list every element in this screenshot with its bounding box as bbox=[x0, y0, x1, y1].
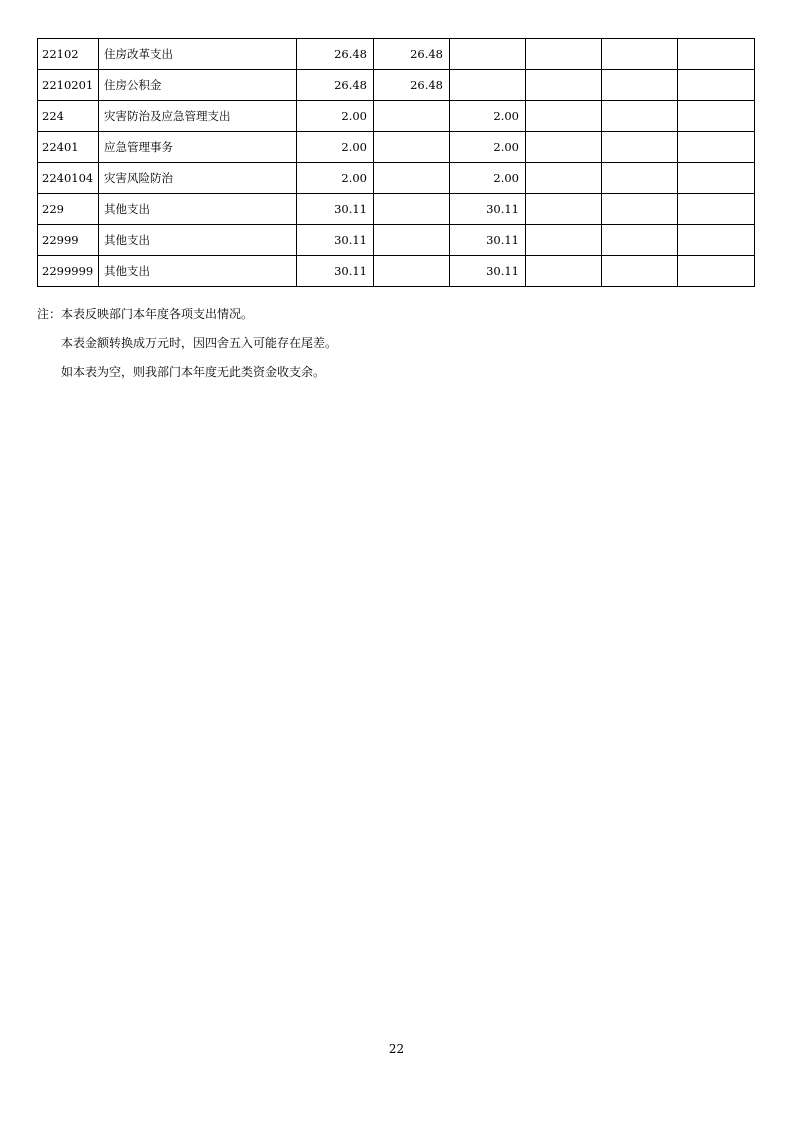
cell-col-4 bbox=[526, 39, 602, 70]
cell-col-5 bbox=[602, 70, 678, 101]
table-row bbox=[38, 163, 755, 194]
table-row bbox=[38, 132, 755, 163]
cell-project-expenditure: 30.11 bbox=[450, 194, 526, 225]
cell-project-expenditure: 2.00 bbox=[450, 163, 526, 194]
cell-total: 30.11 bbox=[297, 225, 374, 256]
cell-total: 2.00 bbox=[297, 101, 374, 132]
cell-col-5 bbox=[602, 194, 678, 225]
cell-col-4 bbox=[526, 194, 602, 225]
table-row bbox=[38, 101, 755, 132]
cell-col-4 bbox=[526, 70, 602, 101]
cell-col-6 bbox=[678, 101, 755, 132]
cell-project-expenditure: 2.00 bbox=[450, 132, 526, 163]
cell-col-6 bbox=[678, 132, 755, 163]
cell-total: 26.48 bbox=[297, 70, 374, 101]
table-row bbox=[38, 39, 755, 70]
cell-subject-name: 住房公积金 bbox=[99, 70, 297, 101]
cell-col-6 bbox=[678, 256, 755, 287]
cell-col-5 bbox=[602, 101, 678, 132]
cell-col-5 bbox=[602, 132, 678, 163]
cell-project-expenditure: 30.11 bbox=[450, 256, 526, 287]
cell-subject-code: 22102 bbox=[38, 39, 99, 70]
cell-subject-code: 22401 bbox=[38, 132, 99, 163]
cell-basic-expenditure: 26.48 bbox=[374, 70, 450, 101]
cell-col-6 bbox=[678, 225, 755, 256]
table-row bbox=[38, 194, 755, 225]
cell-project-expenditure bbox=[450, 70, 526, 101]
cell-basic-expenditure bbox=[374, 101, 450, 132]
cell-project-expenditure bbox=[450, 39, 526, 70]
cell-basic-expenditure bbox=[374, 163, 450, 194]
note-line-3: 如本表为空，则我部门本年度无此类资金收支余。 bbox=[61, 365, 326, 379]
cell-col-4 bbox=[526, 225, 602, 256]
cell-col-6 bbox=[678, 194, 755, 225]
cell-subject-code: 22999 bbox=[38, 225, 99, 256]
cell-col-5 bbox=[602, 163, 678, 194]
cell-subject-name: 住房改革支出 bbox=[99, 39, 297, 70]
cell-col-5 bbox=[602, 256, 678, 287]
cell-basic-expenditure bbox=[374, 132, 450, 163]
cell-subject-name: 其他支出 bbox=[99, 256, 297, 287]
cell-col-6 bbox=[678, 163, 755, 194]
cell-project-expenditure: 2.00 bbox=[450, 101, 526, 132]
table-row bbox=[38, 225, 755, 256]
cell-col-5 bbox=[602, 225, 678, 256]
cell-col-4 bbox=[526, 256, 602, 287]
cell-total: 2.00 bbox=[297, 132, 374, 163]
cell-col-4 bbox=[526, 132, 602, 163]
cell-subject-code: 229 bbox=[38, 194, 99, 225]
note-line-1: 注：本表反映部门本年度各项支出情况。 bbox=[37, 307, 254, 321]
cell-subject-name: 应急管理事务 bbox=[99, 132, 297, 163]
table-notes bbox=[37, 300, 337, 387]
cell-subject-code: 2210201 bbox=[38, 70, 99, 101]
cell-subject-code: 2299999 bbox=[38, 256, 99, 287]
page-number: 22 bbox=[388, 1042, 405, 1056]
table-row bbox=[38, 70, 755, 101]
cell-col-4 bbox=[526, 101, 602, 132]
cell-project-expenditure: 30.11 bbox=[450, 225, 526, 256]
cell-total: 30.11 bbox=[297, 194, 374, 225]
cell-subject-code: 2240104 bbox=[38, 163, 99, 194]
cell-basic-expenditure: 26.48 bbox=[374, 39, 450, 70]
note-line-2: 本表金额转换成万元时，因四舍五入可能存在尾差。 bbox=[61, 336, 338, 350]
cell-subject-name: 其他支出 bbox=[99, 194, 297, 225]
cell-col-5 bbox=[602, 39, 678, 70]
cell-subject-name: 灾害风险防治 bbox=[99, 163, 297, 194]
cell-col-4 bbox=[526, 163, 602, 194]
cell-basic-expenditure bbox=[374, 256, 450, 287]
cell-basic-expenditure bbox=[374, 225, 450, 256]
table-row bbox=[38, 256, 755, 287]
cell-total: 2.00 bbox=[297, 163, 374, 194]
cell-col-6 bbox=[678, 70, 755, 101]
cell-subject-code: 224 bbox=[38, 101, 99, 132]
cell-subject-name: 其他支出 bbox=[99, 225, 297, 256]
expenditure-table bbox=[37, 38, 755, 287]
cell-total: 26.48 bbox=[297, 39, 374, 70]
cell-basic-expenditure bbox=[374, 194, 450, 225]
table-body bbox=[38, 39, 755, 287]
cell-subject-name: 灾害防治及应急管理支出 bbox=[99, 101, 297, 132]
cell-col-6 bbox=[678, 39, 755, 70]
cell-total: 30.11 bbox=[297, 256, 374, 287]
